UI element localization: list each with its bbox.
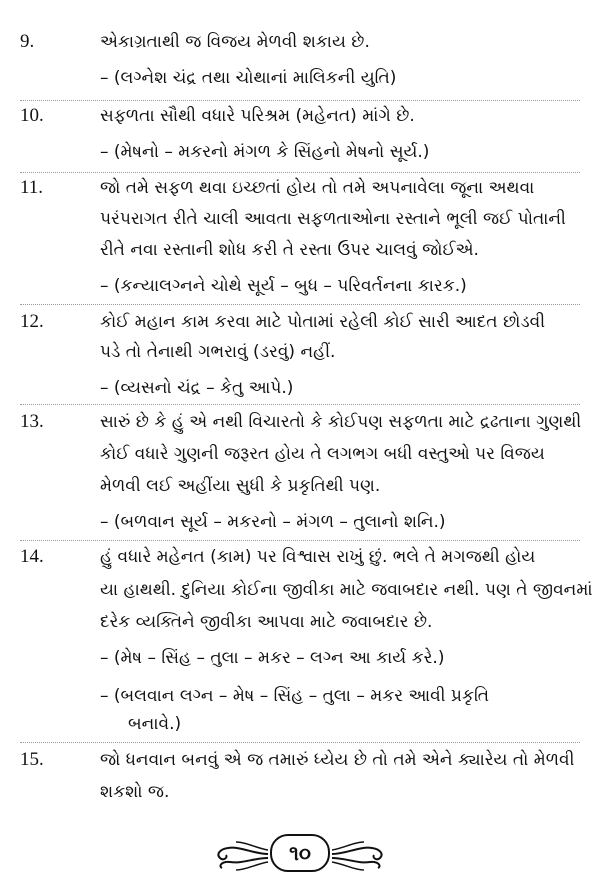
item-text-line: સફળતા સૌથી વધારે પરિશ્રમ (મહેનત) માંગે છે.	[100, 106, 415, 126]
item-text-line: શકશો જ.	[100, 782, 170, 802]
item-text-line: પરંપરાગત રીતે ચાલી આવતા સફળતાઓના રસ્તાને ભૂલી જઈ પોતાની	[100, 209, 566, 229]
item-text-line: જો ધનવાન બનવું એ જ તમારું ધ્યેય છે તો તમે એને ક્યારેય તો મેળવી	[100, 750, 575, 770]
astrology-note: – (લગ્નેશ ચંદ્ર તથા ચોથાનાં માલિકની યુતિ)	[100, 68, 397, 88]
astrology-note: – (કન્યાલગ્નને ચોથે સૂર્ય – બુધ – પરિવર્તનના કારક.)	[100, 276, 467, 296]
item-text-line: પડે તો તેનાથી ગભરાવું (ડરવું) નહીં.	[100, 342, 336, 362]
page-number: ૧૦	[270, 834, 330, 872]
astrology-note-continuation: બનાવે.)	[128, 714, 182, 734]
right-flourish-icon	[330, 836, 390, 872]
item-text-line: રીતે નવા રસ્તાની શોધ કરી તે રસ્તા ઉપર ચાલવું જોઈએ.	[100, 240, 479, 260]
astrology-note: – (મેષ – સિંહ – તુલા – મકર – લગ્ન આ કાર્ય કરે.)	[100, 648, 445, 668]
item-text-line: હું વધારે મહેનત (કામ) પર વિશ્વાસ રાખું છું. ભલે તે મગજથી હોય	[100, 547, 536, 567]
item-number: 9.	[20, 31, 35, 52]
item-number: 10.	[20, 105, 44, 126]
dotted-divider	[20, 404, 580, 405]
page-footer	[0, 828, 600, 884]
item-text-line: જો તમે સફળ થવા ઇચ્છતાં હોય તો તમે અપનાવેલા જૂના અથવા	[100, 178, 535, 198]
item-number: 13.	[20, 411, 44, 432]
dotted-divider	[20, 100, 580, 101]
item-text-line: સારું છે કે હું એ નથી વિચારતો કે કોઈપણ સફળતા માટે દ્રઢતાના ગુણથી	[100, 412, 582, 432]
dotted-divider	[20, 742, 580, 743]
item-number: 12.	[20, 311, 44, 332]
item-number: 11.	[20, 177, 44, 198]
item-number: 14.	[20, 546, 44, 567]
item-text-line: દરેક વ્યક્તિને જીવીકા આપવા માટે જવાબદાર છે.	[100, 612, 433, 632]
item-number: 15.	[20, 749, 44, 770]
astrology-note: – (મેષનો – મકરનો મંગળ કે સિંહનો મેષનો સૂર્ય.)	[100, 142, 430, 162]
item-text-line: એકાગ્રતાથી જ વિજય મેળવી શકાય છે.	[100, 32, 370, 52]
dotted-divider	[20, 304, 580, 305]
item-text-line: કોઈ વધારે ગુણની જરૂરત હોય તે લગભગ બધી વસ્તુઓ પર વિજય	[100, 444, 545, 464]
dotted-divider	[20, 540, 580, 541]
item-text-line: કોઈ મહાન કામ કરવા માટે પોતામાં રહેલી કોઈ સારી આદત છોડવી	[100, 312, 546, 332]
left-flourish-icon	[210, 836, 270, 872]
astrology-note: – (વ્યસનો ચંદ્ર – કેતુ આપે.)	[100, 378, 294, 398]
astrology-note: – (બળવાન સૂર્ય – મકરનો – મંગળ – તુલાનો શનિ.)	[100, 512, 446, 532]
item-text-line: યા હાથથી. દુનિયા કોઈના જીવીકા માટે જવાબદાર નથી. પણ તે જીવનમાં	[100, 580, 593, 600]
dotted-divider	[20, 172, 580, 173]
item-text-line: મેળવી લઈ અહીંયા સુધી કે પ્રકૃતિથી પણ.	[100, 476, 381, 496]
astrology-note: – (બલવાન લગ્ન – મેષ – સિંહ – તુલા – મકર આવી પ્રકૃતિ	[100, 686, 490, 706]
